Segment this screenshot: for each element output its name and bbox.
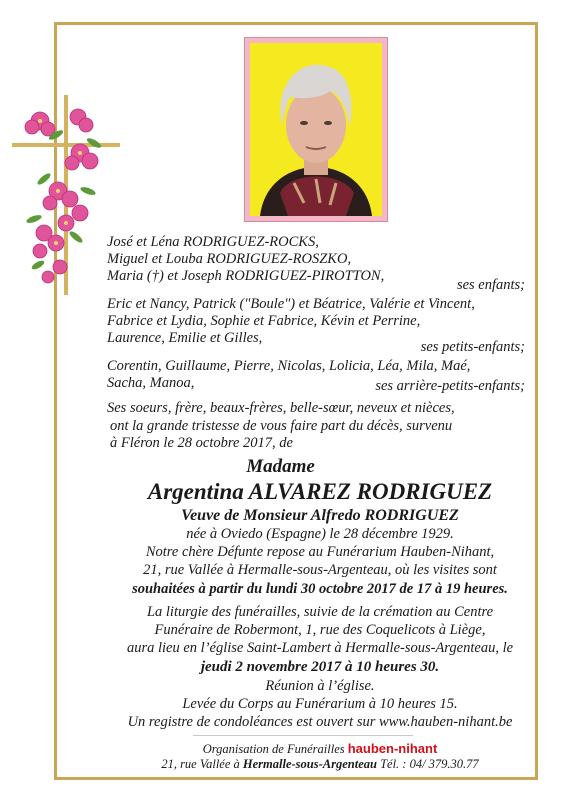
liturgy-line-2: Funéraire de Robermont, 1, rue des Coquelicots à Liège, [154, 622, 486, 638]
announcement-line-1: ont la grande tristesse de vous faire part du décès, survenu [110, 418, 453, 434]
widow-line: Veuve de Monsieur Alfredo RODRIGUEZ [181, 507, 459, 524]
grandchildren-line-3: Laurence, Emilie et Gilles, [107, 330, 263, 346]
footer-address-line [70, 756, 561, 773]
flower-icon [10, 95, 120, 295]
greatgrandchildren-line-2: Sacha, Manoa, [107, 375, 195, 391]
footer-separator [193, 735, 413, 736]
liturgy-line-3: aura lieu en l’église Saint-Lambert à Hermalle-sous-Argenteau, le [126, 640, 514, 656]
rest-line-1: Notre chère Défunte repose au Funérarium Hauben-Nihant, [145, 544, 495, 560]
footer-address-prefix: 21, rue Vallée à [161, 757, 240, 771]
deceased-title: Madame [246, 456, 315, 477]
meeting-line: Réunion à l’église. [265, 678, 375, 694]
visits-line: souhaitées à partir du lundi 30 octobre 2017 de 17 à 19 heures. [132, 581, 508, 597]
portrait-photo-frame [244, 37, 388, 222]
children-label: ses enfants; [456, 277, 525, 293]
cross-icon [10, 95, 120, 295]
liturgy-line-1: La liturgie des funérailles, suivie de la crémation au Centre [146, 604, 494, 620]
children-line-3: Maria (†) et Joseph RODRIGUEZ-PIROTTON, [107, 268, 385, 284]
greatgrandchildren-label: ses arrière-petits-enfants; [375, 378, 525, 394]
funeral-date-line: jeudi 2 novembre 2017 à 10 heures 30. [200, 659, 440, 675]
grandchildren-line-2: Fabrice et Lydia, Sophie et Fabrice, Kévin et Perrine, [107, 313, 421, 329]
footer-address-town: Hermalle-sous-Argenteau [242, 757, 377, 771]
greatgrandchildren-line-1: Corentin, Guillaume, Pierre, Nicolas, Lolicia, Léa, Mila, Maé, [107, 358, 471, 374]
deceased-name: Argentina ALVAREZ RODRIGUEZ [147, 479, 493, 504]
rest-line-2: 21, rue Vallée à Hermalle-sous-Argenteau, où les visites sont [143, 562, 497, 578]
announcement-line-2: à Fléron le 28 octobre 2017, de [110, 435, 293, 451]
children-line-1: José et Léna RODRIGUEZ-ROCKS, [107, 234, 319, 250]
grandchildren-label: ses petits-enfants; [420, 339, 525, 355]
levee-line: Levée du Corps au Funérarium à 10 heures 15. [182, 696, 458, 712]
birth-line: née à Oviedo (Espagne) le 28 décembre 1929. [186, 526, 454, 542]
children-line-2: Miguel et Louba RODRIGUEZ-ROSZKO, [107, 251, 352, 267]
grandchildren-line-1: Eric et Nancy, Patrick ("Boule") et Béatrice, Valérie et Vincent, [107, 296, 475, 312]
footer-org-prefix: Organisation de Funérailles [202, 742, 345, 756]
registry-line: Un registre de condoléances est ouvert sur www.hauben-nihant.be [127, 714, 513, 730]
footer-phone: Tél. : 04/ 379.30.77 [380, 757, 479, 771]
brand-logo: hauben-nihant [347, 741, 438, 756]
portrait-photo [250, 43, 382, 216]
others-line: Ses soeurs, frère, beaux-frères, belle-sœur, neveux et nièces, [107, 400, 455, 416]
